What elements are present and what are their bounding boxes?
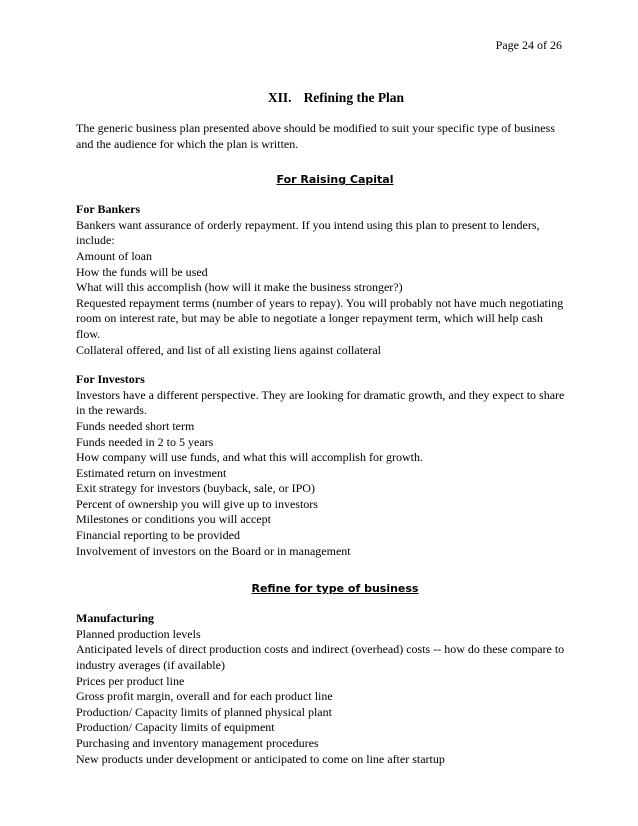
bankers-line: Amount of loan [76, 248, 152, 263]
manufacturing-line: Prices per product line [76, 673, 185, 688]
spacer [76, 573, 566, 581]
investors-line: Exit strategy for investors (buyback, sale, or IPO) [76, 481, 315, 496]
investors-line: Involvement of investors on the Board or in management [76, 543, 351, 558]
investors-line: Funds needed in 2 to 5 years [76, 434, 214, 449]
intro-paragraph: The generic business plan presented above should be modified to suit your specific type of business and the audience for which the plan is written. [76, 121, 555, 151]
manufacturing-line: New products under development or anticipated to come on line after startup [76, 751, 445, 766]
section-title [76, 89, 566, 107]
investors-line: Estimated return on investment [76, 465, 227, 480]
bankers-line: Requested repayment terms (number of years to repay). You will probably not have much negotiating room on interest rate, but may be able to negotiate a longer repayment term, which will help cash flow. [76, 295, 564, 341]
bankers-line: How the funds will be used [76, 264, 208, 279]
manufacturing-line: Purchasing and inventory management procedures [76, 736, 319, 750]
manufacturing-line: Anticipated levels of direct production costs and indirect (overhead) costs -- how do these compare to industry averages (if available) [76, 642, 565, 673]
bankers-block [76, 202, 566, 358]
manufacturing-block [76, 611, 566, 767]
bankers-line: What will this accomplish (how will it make the business stronger?) [76, 280, 403, 295]
investors-heading: For Investors [76, 372, 145, 387]
manufacturing-line: Production/ Capacity limits of equipment [76, 720, 275, 735]
investors-line: Funds needed short term [76, 418, 195, 433]
investors-line: How company will use funds, and what this will accomplish for growth. [76, 450, 423, 465]
investors-line: Milestones or conditions you will accept [76, 512, 271, 527]
raising-capital-heading: For Raising Capital [276, 173, 394, 187]
manufacturing-heading: Manufacturing [76, 611, 154, 626]
manufacturing-line: Gross profit margin, overall and for each product line [76, 689, 333, 704]
bankers-line: Collateral offered, and list of all existing liens against collateral [76, 342, 382, 357]
section-number: XII. [267, 90, 292, 105]
manufacturing-line: Production/ Capacity limits of planned physical plant [76, 704, 332, 719]
section-title-text: Refining the Plan [303, 90, 405, 105]
investors-line: Financial reporting to be provided [76, 528, 240, 543]
bankers-line: Bankers want assurance of orderly repayment. If you intend using this plan to present to lenders, include: [76, 217, 540, 248]
manufacturing-line: Planned production levels [76, 626, 201, 641]
page-content [76, 89, 566, 781]
bankers-heading: For Bankers [76, 202, 141, 217]
page-number: Page 24 of 26 [495, 38, 562, 52]
business-type-heading: Refine for type of business [251, 582, 419, 596]
investors-line: Investors have a different perspective. They are looking for dramatic growth, and they expect to share in the rewards. [76, 387, 565, 418]
investors-block [76, 372, 566, 559]
investors-line: Percent of ownership you will give up to investors [76, 496, 318, 511]
